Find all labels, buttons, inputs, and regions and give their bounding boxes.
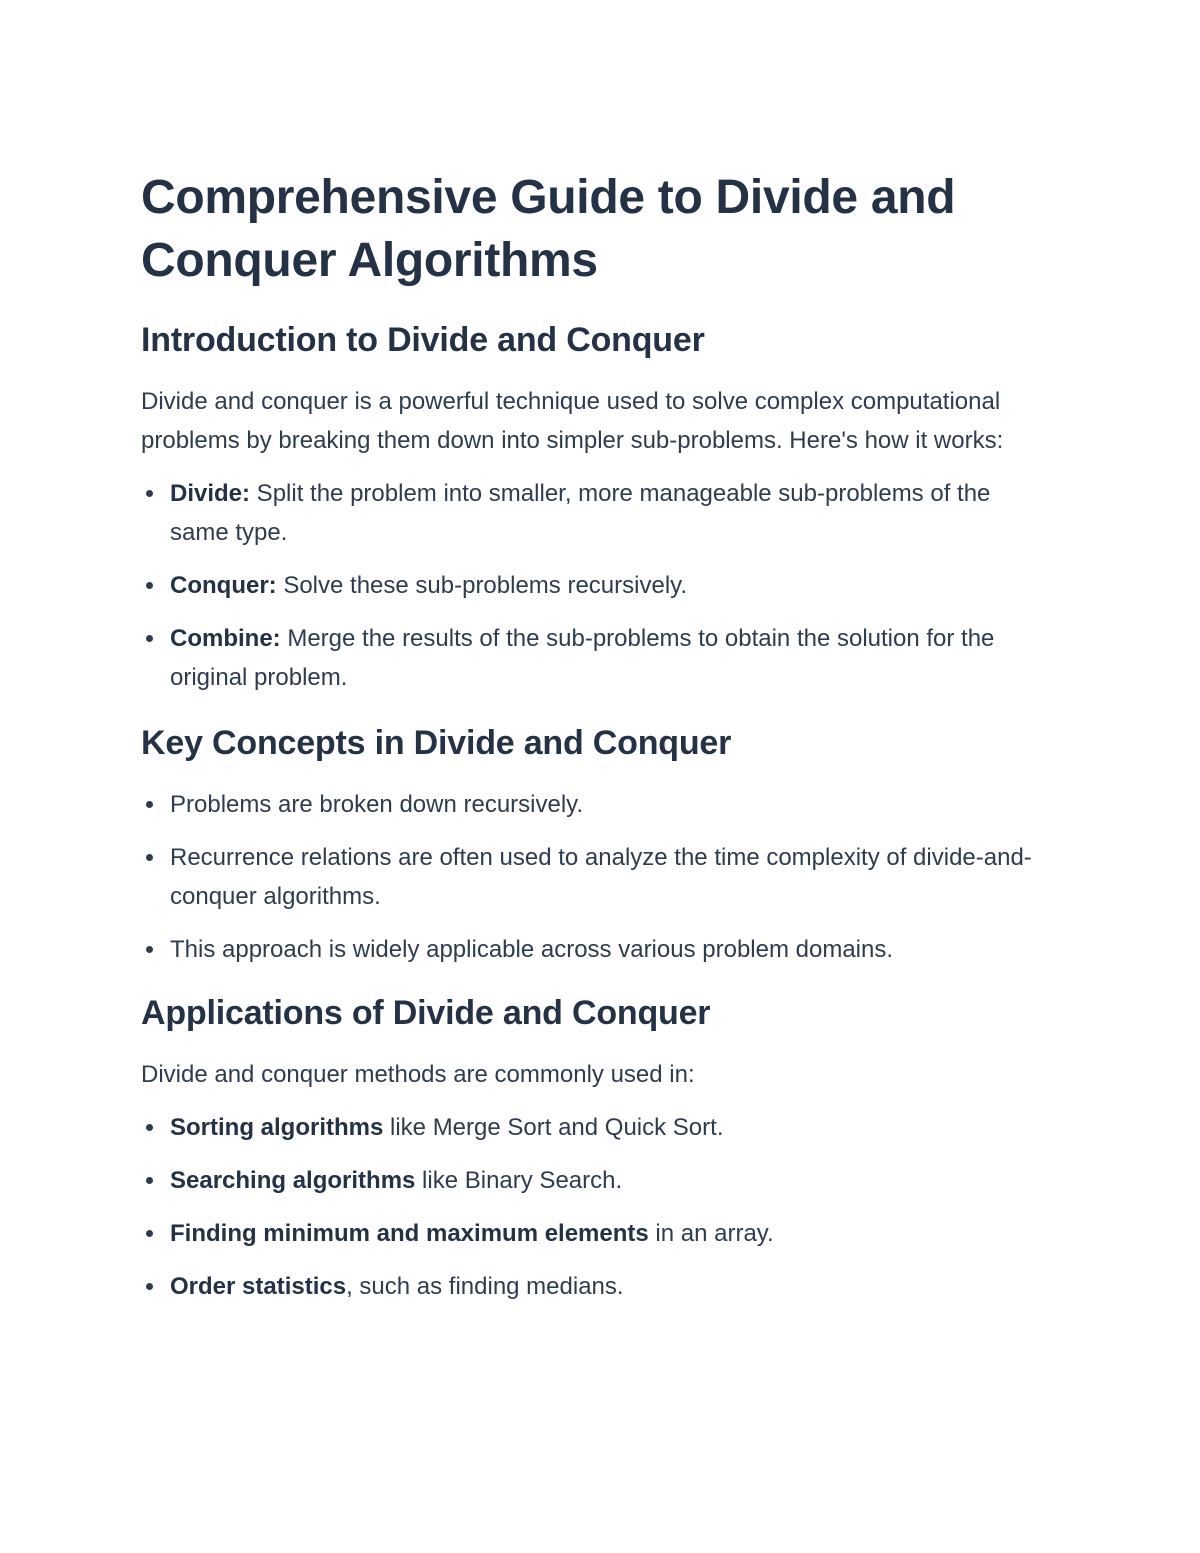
page-title: Comprehensive Guide to Divide and Conquer Algorithms (141, 171, 956, 287)
section-heading-key-concepts: Key Concepts in Divide and Conquer (141, 724, 732, 762)
list-item-text: Merge the results of the sub-problems to obtain the solution for the original problem. (170, 625, 995, 691)
list-item-text: Split the problem into smaller, more manageable sub-problems of the same type. (170, 480, 991, 546)
list-item: This approach is widely applicable across various problem domains. (170, 930, 1050, 969)
list-item-term: Sorting algorithms (170, 1114, 384, 1141)
list-item (170, 1214, 1050, 1253)
list-item-text: like Binary Search. (415, 1167, 623, 1194)
section-heading-applications: Applications of Divide and Conquer (141, 994, 711, 1032)
list-item-term: Searching algorithms (170, 1167, 416, 1194)
list-item (170, 619, 1050, 697)
list-item: Problems are broken down recursively. (170, 785, 1050, 824)
list-item (170, 566, 1050, 605)
list-item-term: Combine: (170, 625, 281, 652)
list-item-text: Solve these sub-problems recursively. (276, 572, 688, 599)
list-item (170, 1108, 1050, 1147)
list-item-text: , such as finding medians. (346, 1273, 624, 1300)
key-concepts-list (141, 785, 1050, 969)
list-item (170, 1267, 1050, 1306)
applications-paragraph: Divide and conquer methods are commonly used in: (141, 1061, 695, 1088)
list-item: Recurrence relations are often used to analyze the time complexity of divide-and-conquer algorithms. (170, 838, 1050, 916)
list-item (170, 474, 1050, 552)
section-heading-introduction: Introduction to Divide and Conquer (141, 321, 705, 359)
list-item-text: like Merge Sort and Quick Sort. (383, 1114, 724, 1141)
list-item (170, 1161, 1050, 1200)
intro-paragraph: Divide and conquer is a powerful technique used to solve complex computational problems by breaking them down into simpler sub-problems. Here's how it works: (141, 388, 1004, 454)
list-item-text: in an array. (648, 1220, 774, 1247)
list-item-term: Order statistics (170, 1273, 347, 1300)
list-item-term: Divide: (170, 480, 251, 507)
list-item-term: Finding minimum and maximum elements (170, 1220, 649, 1247)
intro-steps-list (141, 474, 1050, 697)
applications-list (141, 1108, 1050, 1306)
list-item-term: Conquer: (170, 572, 277, 599)
